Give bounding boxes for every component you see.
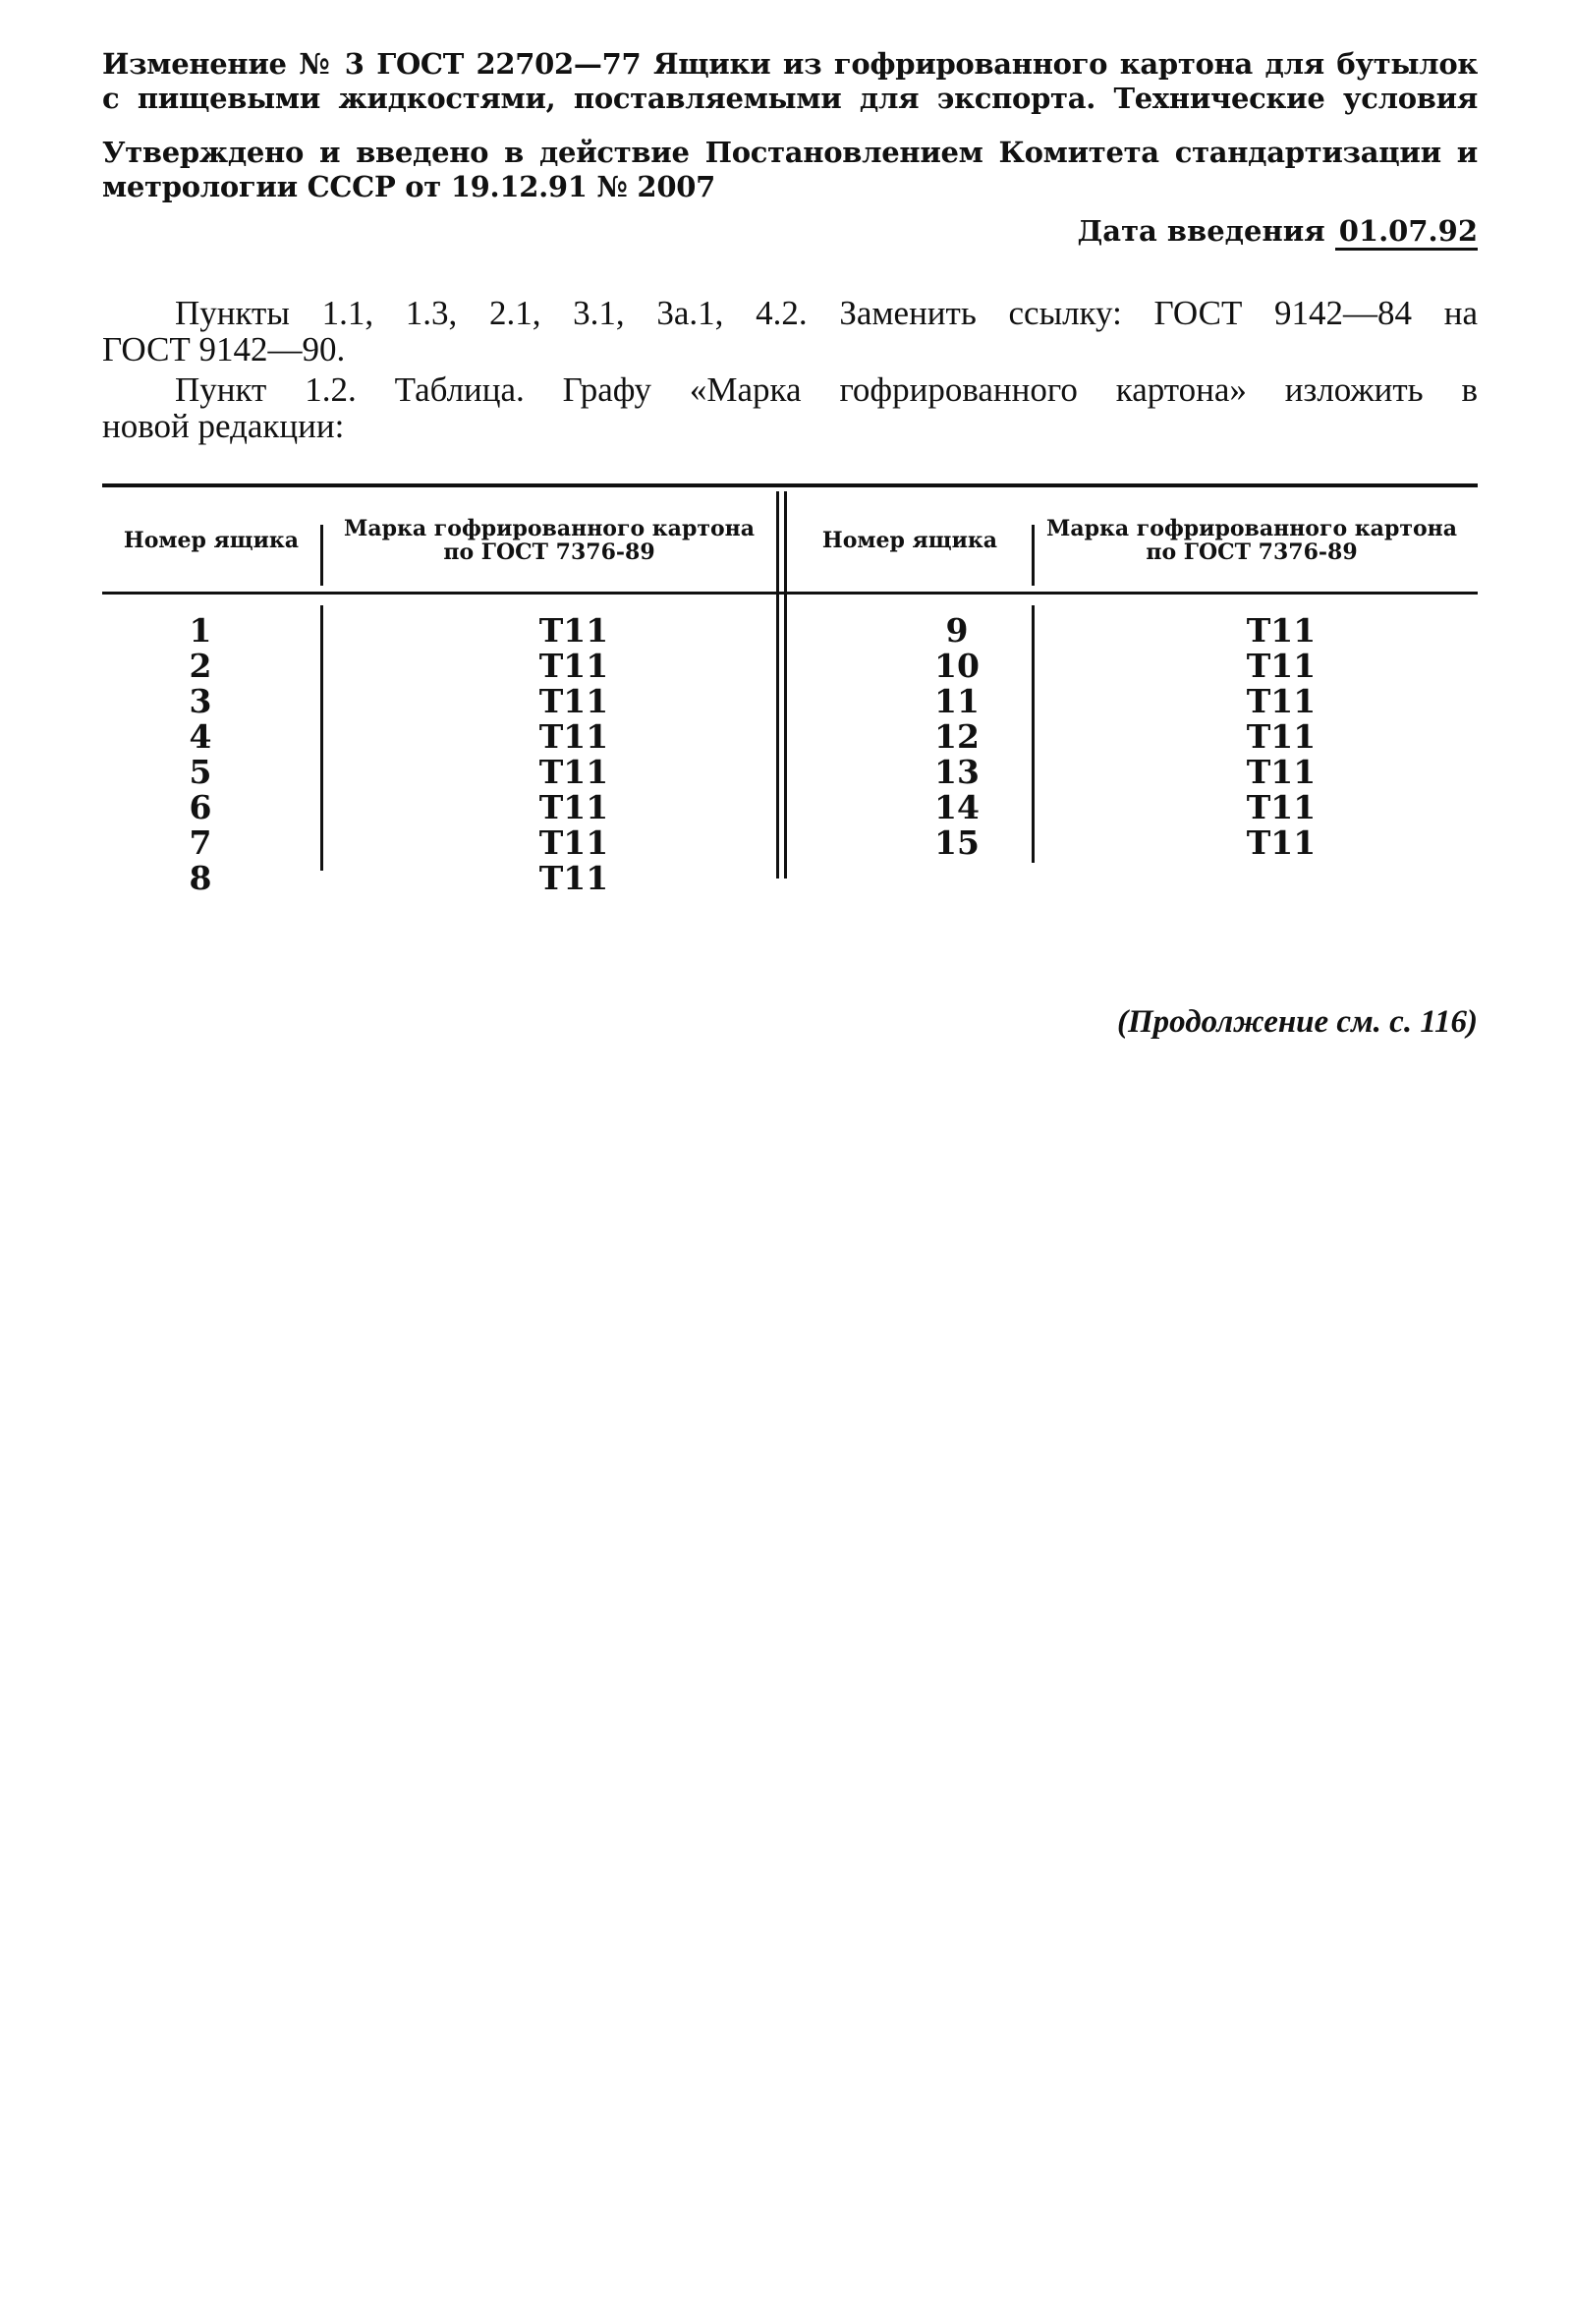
table-cell-grade: Т11: [1246, 682, 1317, 720]
table-cell-number: 8: [189, 859, 212, 897]
effective-date-label: Дата введения: [1077, 214, 1325, 248]
double-divider: [784, 491, 787, 879]
effective-date-value: 01.07.92: [1335, 214, 1478, 251]
paragraph-line: ГОСТ 9142—90.: [102, 330, 346, 368]
table-cell-grade: Т11: [538, 823, 609, 862]
approval-statement: [102, 136, 1478, 204]
document-title: [102, 47, 1478, 116]
right-grade-column: [1183, 613, 1379, 861]
approval-line: Утверждено и введено в действие Постановлением Комитета стандартизации и: [102, 136, 1478, 169]
table-cell-grade: Т11: [1246, 647, 1317, 685]
table-cell-number: 13: [934, 753, 980, 791]
header-grade: Марка гофрированного картона по ГОСТ 7376-89: [344, 516, 755, 565]
table-cell-number: 11: [934, 682, 980, 720]
paragraph-references: [102, 295, 1478, 368]
paragraph-table-change: [102, 371, 1478, 444]
table-cell-grade: Т11: [1246, 717, 1317, 756]
table-cell-grade: Т11: [538, 682, 609, 720]
title-line: с пищевыми жидкостями, поставляемыми для экспорта. Технические условия: [102, 82, 1478, 115]
table-cell-number: 4: [189, 717, 212, 756]
table-cell-grade: Т11: [1246, 611, 1317, 650]
table-cell-grade: Т11: [1246, 823, 1317, 862]
table-cell-number: 9: [945, 611, 969, 650]
table-cell-number: 12: [934, 717, 980, 756]
table-cell-number: 5: [189, 753, 212, 791]
approval-line: метрологии СССР от 19.12.91 № 2007: [102, 170, 715, 203]
column-divider: [1032, 605, 1035, 863]
right-number-column: [908, 613, 1006, 861]
table-cell-grade: Т11: [538, 611, 609, 650]
table-cell-number: 14: [934, 788, 980, 826]
effective-date: [102, 212, 1478, 250]
paragraph-line: Пункт 1.2. Таблица. Графу «Марка гофрированного картона» изложить в: [175, 370, 1478, 409]
table-cell-number: 2: [189, 647, 212, 685]
title-line: Изменение № 3 ГОСТ 22702—77 Ящики из гофрированного картона для бутылок: [102, 47, 1478, 81]
column-divider: [320, 605, 323, 871]
table-cell-grade: Т11: [1246, 788, 1317, 826]
paragraph-line: Пункты 1.1, 1.3, 2.1, 3.1, 3а.1, 4.2. Заменить ссылку: ГОСТ 9142—84 на: [175, 294, 1478, 332]
paragraph-line: новой редакции:: [102, 407, 345, 445]
table-top-rule: [102, 483, 1478, 487]
column-divider: [320, 525, 323, 586]
table-cell-number: 10: [934, 647, 980, 685]
grade-table: [102, 483, 1478, 994]
header-box-number: Номер ящика: [821, 528, 998, 553]
column-divider: [1032, 525, 1035, 586]
table-header-rule: [102, 592, 1478, 595]
table-cell-number: 1: [189, 611, 212, 650]
document-page: [102, 47, 1478, 1041]
table-cell-number: 15: [934, 823, 980, 862]
table-cell-grade: Т11: [538, 859, 609, 897]
table-cell-grade: Т11: [538, 647, 609, 685]
continuation-note: (Продолжение см. с. 116): [1117, 1004, 1478, 1040]
table-cell-number: 6: [189, 788, 212, 826]
header-box-number: Номер ящика: [123, 528, 300, 553]
left-grade-column: [476, 613, 672, 896]
table-cell-number: 3: [189, 682, 212, 720]
table-cell-grade: Т11: [538, 753, 609, 791]
table-cell-grade: Т11: [538, 717, 609, 756]
header-grade: Марка гофрированного картона по ГОСТ 7376-89: [1046, 516, 1457, 565]
table-cell-grade: Т11: [538, 788, 609, 826]
double-divider: [776, 491, 779, 879]
table-cell-grade: Т11: [1246, 753, 1317, 791]
table-cell-number: 7: [189, 823, 212, 862]
left-number-column: [161, 613, 240, 896]
